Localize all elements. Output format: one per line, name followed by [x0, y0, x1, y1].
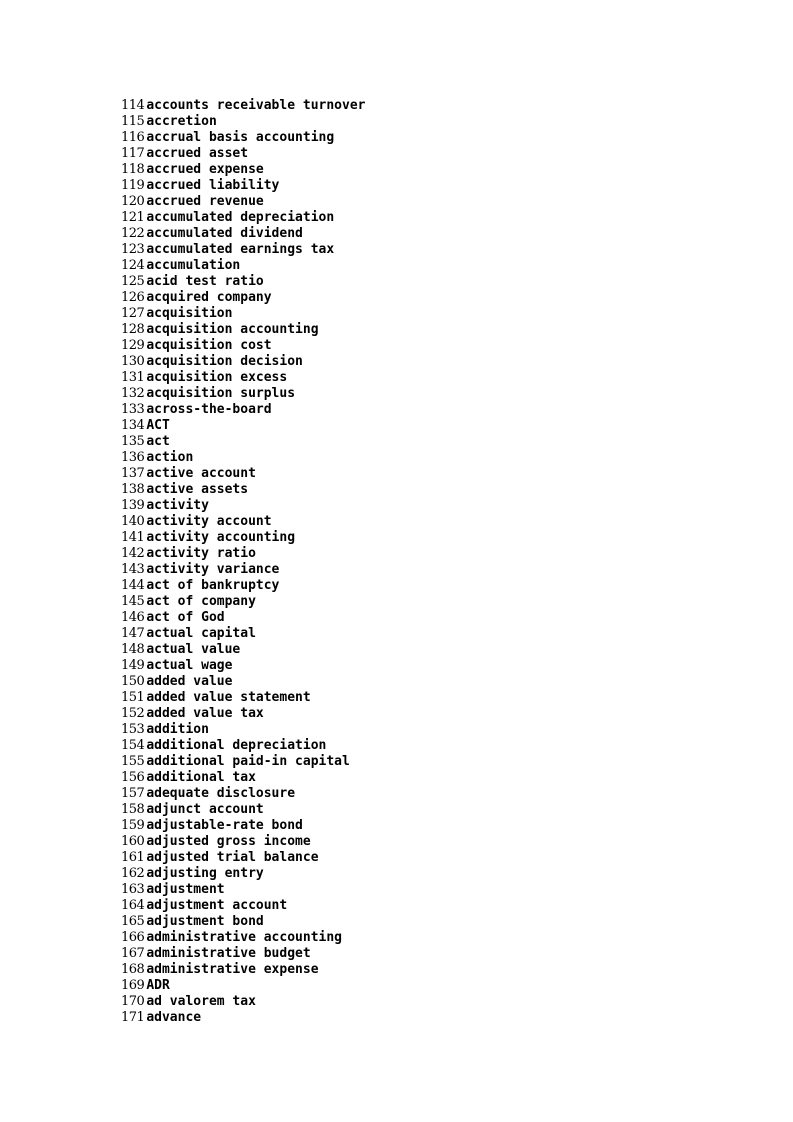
entry-number: 126	[121, 290, 145, 305]
term-entry	[121, 289, 365, 305]
entry-term: actual value	[146, 642, 241, 657]
entry-term: acquisition accounting	[146, 322, 319, 337]
entry-number: 151	[121, 690, 145, 705]
entry-term: act	[146, 434, 170, 449]
entry-number: 170	[121, 994, 145, 1009]
entry-term: across-the-board	[146, 402, 272, 417]
entry-term: ADR	[146, 978, 170, 993]
entry-number: 132	[121, 386, 145, 401]
term-entry	[121, 625, 365, 641]
term-entry	[121, 417, 365, 433]
entry-number: 130	[121, 354, 145, 369]
entry-number: 153	[121, 722, 145, 737]
term-entry	[121, 1009, 365, 1025]
entry-term: adjusting entry	[146, 866, 264, 881]
entry-number: 162	[121, 866, 145, 881]
entry-term: addition	[146, 722, 209, 737]
term-entry	[121, 225, 365, 241]
term-entry	[121, 257, 365, 273]
entry-term: added value	[146, 674, 233, 689]
entry-term: administrative budget	[146, 946, 311, 961]
entry-number: 131	[121, 370, 145, 385]
entry-term: adjusted gross income	[146, 834, 311, 849]
entry-term: additional tax	[146, 770, 256, 785]
entry-number: 171	[121, 1010, 145, 1025]
entry-number: 124	[121, 258, 145, 273]
term-entry	[121, 865, 365, 881]
term-entry	[121, 321, 365, 337]
term-entry	[121, 593, 365, 609]
entry-number: 144	[121, 578, 145, 593]
term-entry	[121, 209, 365, 225]
term-entry	[121, 897, 365, 913]
term-entry	[121, 273, 365, 289]
entry-number: 140	[121, 514, 145, 529]
term-entry	[121, 881, 365, 897]
term-entry	[121, 961, 365, 977]
entry-number: 114	[121, 98, 145, 113]
entry-number: 123	[121, 242, 145, 257]
entry-term: added value tax	[146, 706, 264, 721]
entry-term: additional paid-in capital	[146, 754, 350, 769]
entry-number: 129	[121, 338, 145, 353]
term-entry	[121, 545, 365, 561]
term-entry	[121, 481, 365, 497]
term-entry	[121, 145, 365, 161]
entry-term: acquired company	[146, 290, 272, 305]
term-entry	[121, 561, 365, 577]
entry-term: action	[146, 450, 194, 465]
entry-term: administrative accounting	[146, 930, 342, 945]
entry-number: 120	[121, 194, 145, 209]
entry-term: adjustable-rate bond	[146, 818, 303, 833]
entry-term: acid test ratio	[146, 274, 264, 289]
term-entry	[121, 529, 365, 545]
entry-number: 142	[121, 546, 145, 561]
entry-number: 137	[121, 466, 145, 481]
term-entry	[121, 721, 365, 737]
entry-number: 133	[121, 402, 145, 417]
entry-number: 169	[121, 978, 145, 993]
term-entry	[121, 241, 365, 257]
entry-number: 117	[121, 146, 145, 161]
term-entry	[121, 673, 365, 689]
entry-number: 156	[121, 770, 145, 785]
entry-number: 148	[121, 642, 145, 657]
term-entry	[121, 305, 365, 321]
entry-number: 125	[121, 274, 145, 289]
term-entry	[121, 801, 365, 817]
entry-term: accumulated earnings tax	[146, 242, 335, 257]
entry-number: 118	[121, 162, 145, 177]
term-entry	[121, 641, 365, 657]
term-entry	[121, 513, 365, 529]
entry-number: 157	[121, 786, 145, 801]
entry-number: 145	[121, 594, 145, 609]
term-entry	[121, 465, 365, 481]
entry-term: acquisition	[146, 306, 233, 321]
entry-number: 168	[121, 962, 145, 977]
entry-term: accounts receivable turnover	[146, 98, 366, 113]
entry-number: 154	[121, 738, 145, 753]
entry-number: 119	[121, 178, 145, 193]
entry-number: 127	[121, 306, 145, 321]
term-entry	[121, 817, 365, 833]
term-entry	[121, 769, 365, 785]
term-entry	[121, 849, 365, 865]
entry-number: 160	[121, 834, 145, 849]
entry-number: 149	[121, 658, 145, 673]
entry-term: acquisition surplus	[146, 386, 296, 401]
entry-term: accrued asset	[146, 146, 249, 161]
entry-term: adjusted trial balance	[146, 850, 319, 865]
term-entry	[121, 833, 365, 849]
entry-term: advance	[146, 1010, 202, 1025]
entry-term: activity accounting	[146, 530, 296, 545]
entry-term: added value statement	[146, 690, 311, 705]
term-entry	[121, 993, 365, 1009]
entry-term: adjustment	[146, 882, 225, 897]
entry-number: 158	[121, 802, 145, 817]
entry-number: 163	[121, 882, 145, 897]
entry-number: 166	[121, 930, 145, 945]
entry-term: acquisition excess	[146, 370, 288, 385]
term-entry	[121, 689, 365, 705]
term-entry	[121, 129, 365, 145]
term-entry	[121, 497, 365, 513]
entry-number: 121	[121, 210, 145, 225]
entry-number: 146	[121, 610, 145, 625]
entry-number: 159	[121, 818, 145, 833]
term-entry	[121, 785, 365, 801]
term-entry	[121, 193, 365, 209]
entry-term: activity ratio	[146, 546, 256, 561]
term-entry	[121, 913, 365, 929]
entry-number: 128	[121, 322, 145, 337]
entry-number: 139	[121, 498, 145, 513]
entry-term: acquisition cost	[146, 338, 272, 353]
entry-term: ad valorem tax	[146, 994, 256, 1009]
entry-number: 152	[121, 706, 145, 721]
term-entry	[121, 705, 365, 721]
term-entry	[121, 113, 365, 129]
entry-term: accumulation	[146, 258, 241, 273]
entry-term: ACT	[146, 418, 170, 433]
entry-term: accumulated dividend	[146, 226, 303, 241]
entry-term: administrative expense	[146, 962, 319, 977]
entry-number: 147	[121, 626, 145, 641]
term-entry	[121, 657, 365, 673]
entry-term: adequate disclosure	[146, 786, 296, 801]
entry-term: actual wage	[146, 658, 233, 673]
entry-term: accrual basis accounting	[146, 130, 335, 145]
entry-number: 122	[121, 226, 145, 241]
entry-number: 155	[121, 754, 145, 769]
entry-term: accrued expense	[146, 162, 264, 177]
term-entry	[121, 433, 365, 449]
entry-term: accrued revenue	[146, 194, 264, 209]
term-entry	[121, 177, 365, 193]
entry-term: activity account	[146, 514, 272, 529]
term-list	[121, 97, 365, 1025]
term-entry	[121, 161, 365, 177]
entry-term: activity	[146, 498, 209, 513]
term-entry	[121, 97, 365, 113]
entry-number: 167	[121, 946, 145, 961]
term-entry	[121, 369, 365, 385]
entry-term: act of God	[146, 610, 225, 625]
entry-term: adjustment account	[146, 898, 288, 913]
entry-number: 135	[121, 434, 145, 449]
entry-number: 164	[121, 898, 145, 913]
entry-term: accretion	[146, 114, 217, 129]
entry-term: act of company	[146, 594, 256, 609]
entry-number: 138	[121, 482, 145, 497]
term-entry	[121, 929, 365, 945]
entry-term: adjustment bond	[146, 914, 264, 929]
entry-term: actual capital	[146, 626, 256, 641]
term-entry	[121, 737, 365, 753]
entry-term: adjunct account	[146, 802, 264, 817]
term-entry	[121, 609, 365, 625]
entry-number: 116	[121, 130, 145, 145]
entry-number: 115	[121, 114, 145, 129]
entry-number: 134	[121, 418, 145, 433]
term-entry	[121, 353, 365, 369]
term-entry	[121, 945, 365, 961]
entry-number: 161	[121, 850, 145, 865]
entry-term: accumulated depreciation	[146, 210, 335, 225]
term-entry	[121, 449, 365, 465]
entry-number: 136	[121, 450, 145, 465]
term-entry	[121, 577, 365, 593]
term-entry	[121, 753, 365, 769]
entry-term: acquisition decision	[146, 354, 303, 369]
entry-number: 143	[121, 562, 145, 577]
entry-term: activity variance	[146, 562, 280, 577]
term-entry	[121, 385, 365, 401]
term-entry	[121, 337, 365, 353]
entry-term: active account	[146, 466, 256, 481]
entry-number: 150	[121, 674, 145, 689]
entry-number: 141	[121, 530, 145, 545]
entry-number: 165	[121, 914, 145, 929]
entry-term: additional depreciation	[146, 738, 327, 753]
term-entry	[121, 401, 365, 417]
entry-term: accrued liability	[146, 178, 280, 193]
entry-term: act of bankruptcy	[146, 578, 280, 593]
entry-term: active assets	[146, 482, 249, 497]
term-entry	[121, 977, 365, 993]
